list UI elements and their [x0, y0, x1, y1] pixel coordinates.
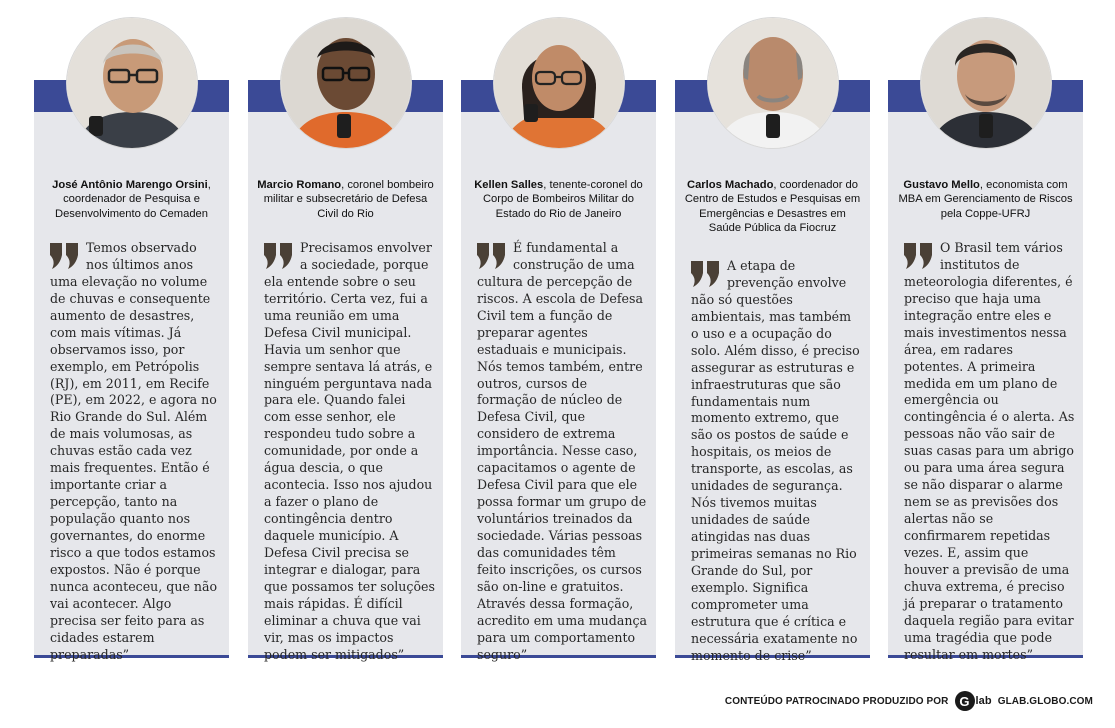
- expert-quote: [264, 240, 435, 663]
- portrait-photo: [494, 18, 624, 148]
- quote-mark-icon: [691, 261, 721, 287]
- quote-mark-icon: [477, 243, 507, 269]
- expert-name: Gustavo Mello: [903, 179, 980, 191]
- expert-role: , tenente-coronel do Corpo de Bombeiros Militar do Estado do Rio de Janeiro: [482, 179, 643, 220]
- portrait-photo: [67, 18, 197, 148]
- quote-text: O Brasil tem vários institutos de meteorologia diferentes, é preciso que haja uma integração entre eles e mais investimentos nessa área, em radares potentes. A primeira medida em um plano de emergência ou contingência é o alerta. As pessoas não vão sair de suas casas para um abrigo ou para uma área segura se não disparar o alarme nem se as previsões dos alertas não se confirmarem repetidas vezes. E, assim que houver a previsão de uma chuva extrema, é preciso já preparar o tratamento daquela região para evitar uma tragédia que pode resultar em mortes”: [904, 240, 1075, 662]
- expert-name: Marcio Romano: [257, 179, 342, 191]
- glab-logo-letter: G: [955, 691, 975, 711]
- portrait-photo: [708, 18, 838, 148]
- quote-text: Temos observado nos últimos anos uma elevação no volume de chuvas e consequente aumento de desastres, com mais vítimas. Já observamos isso, por exemplo, em Petrópolis (RJ), em 2011, em Recife (PE), em 2022, e agora no Rio Grande do Sul. Além de mais volumosas, as chuvas estão cada vez mais frequentes. Então é importante criar a percepção, tanto na população quanto nos governantes, do enorme risco a que todos estamos expostos. Não é porque nunca aconteceu, que não vai acontecer. Algo precisa ser feito para as cidades estarem preparadas”: [50, 240, 218, 662]
- expert-quote: [691, 258, 862, 665]
- sponsor-text: CONTEÚDO PATROCINADO PRODUZIDO POR: [724, 695, 949, 707]
- expert-role: , coordenador de Pesquisa e Desenvolvimento do Cemaden: [55, 179, 211, 220]
- glab-logo-lab: lab: [975, 695, 992, 707]
- quote-mark-icon: [264, 243, 294, 269]
- expert-card: [675, 0, 870, 663]
- expert-name: José Antônio Marengo Orsini: [52, 179, 208, 191]
- quote-text: Precisamos envolver a sociedade, porque ela entende sobre o seu território. Certa vez, fui a uma reunião em uma Defesa Civil municipal. Havia um senhor que sempre sentava lá atrás, e ninguém perguntava nada para ele. Quando falei com esse senhor, ele respondeu tudo sobre a comunidade, por onde a água descia, o que acontecia. Isso nos ajudou a fazer o plano de contingência dentro daquele município. A Defesa Civil precisa se integrar e dialogar, para que possamos ter soluções mais rápidas. É difícil eliminar a chuva que vai vir, mas os impactos podem ser mitigados”: [264, 240, 435, 662]
- expert-quote: [50, 240, 221, 663]
- expert-caption: [896, 178, 1075, 221]
- expert-card: [248, 0, 443, 662]
- portrait-photo: [921, 18, 1051, 148]
- expert-role: , coronel bombeiro militar e subsecretário de Defesa Civil do Rio: [263, 179, 434, 220]
- expert-card: [888, 0, 1083, 662]
- expert-quote: [477, 240, 648, 663]
- expert-name: Carlos Machado: [686, 179, 774, 191]
- expert-caption: [42, 178, 221, 221]
- sponsor-site-link[interactable]: GLAB.GLOBO.COM: [997, 695, 1093, 707]
- expert-caption: [256, 178, 435, 221]
- glab-logo: [955, 691, 992, 711]
- expert-role: , economista com MBA em Gerenciamento de Riscos pela Coppe-UFRJ: [898, 179, 1073, 220]
- quote-mark-icon: [904, 243, 934, 269]
- expert-card: [461, 0, 656, 662]
- expert-caption: [683, 178, 862, 236]
- sponsor-footer: [725, 691, 1093, 711]
- expert-name: Kellen Salles: [474, 179, 544, 191]
- portrait-photo: [281, 18, 411, 148]
- quote-text: A etapa de prevenção envolve não só questões ambientais, mas também o uso e a ocupação do solo. Além disso, é preciso assegurar as estruturas e infraestruturas que são fundamentais num momento extremo, que são os postos de saúde e hospitais, os meios de transporte, as escolas, as unidades de segurança. Nós tivemos muitas unidades de saúde atingidas nas duas primeiras semanas no Rio Grande do Sul, por exemplo. Significa comprometer uma estrutura que é crítica e necessária exatamente no momento de crise”: [691, 258, 860, 663]
- quote-mark-icon: [50, 243, 80, 269]
- expert-card: [34, 0, 229, 662]
- expert-quote: [904, 240, 1075, 663]
- expert-role: , coordenador do Centro de Estudos e Pesquisas em Emergências e Desastres em Saúde Pública da Fiocruz: [684, 179, 861, 235]
- expert-caption: [469, 178, 648, 221]
- quote-text: É fundamental a construção de uma cultura de percepção de riscos. A escola de Defesa Civil tem a função de preparar agentes estaduais e municipais. Nós temos também, entre outros, cursos de formação de núcleo de Defesa Civil, que considero de extrema importância. Nesse caso, capacitamos o agente de Defesa Civil para que ele possa formar um grupo de voluntários treinados da sociedade. Várias pessoas das comunidades têm feito inscrições, os cursos são on-line e gratuitos. Através dessa formação, acredito em uma mudança para um comportamento seguro”: [477, 240, 648, 662]
